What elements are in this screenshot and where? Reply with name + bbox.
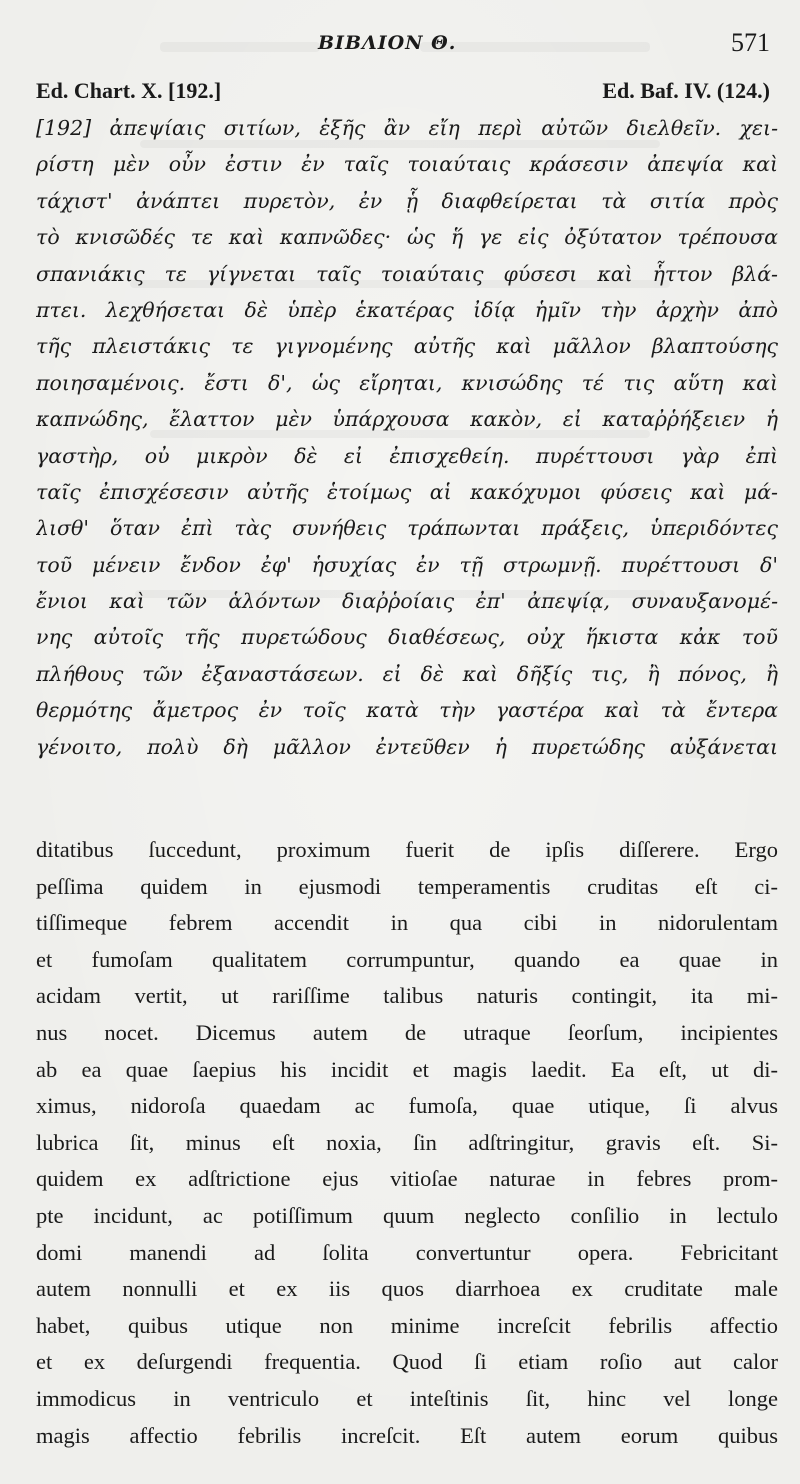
greek-line: τῆς πλειστάκις τε γιγνομένης αὐτῆς καὶ μᾶλλον βλαπτούσης: [36, 334, 778, 359]
greek-line: γένοιτο, πολὺ δὴ μᾶλλον ἐντεῦθεν ἡ πυρετώδης αὐξάνεται: [36, 734, 778, 759]
greek-line: τοῦ μένειν ἔνδον ἐφ' ἡσυχίας ἐν τῇ στρωμνῇ. πυρέττουσι δ': [36, 552, 778, 577]
latin-line: nus nocet. Dicemus autem de utraque ſeorſum, incipientes: [36, 1019, 778, 1045]
latin-line: et ex deſurgendi frequentia. Quod ſi etiam roſio aut calor: [36, 1349, 778, 1375]
greek-line: ταῖς ἐπισχέσεσιν αὐτῆς ἑτοίμως αἱ κακόχυμοι φύσεις καὶ μά-: [36, 479, 778, 504]
greek-line: τάχιστ' ἀνάπτει πυρετὸν, ἐν ᾗ διαφθείρεται τὰ σιτία πρὸς: [36, 188, 778, 213]
latin-line: autem nonnulli et ex iis quos diarrhoea ex cruditate male: [36, 1276, 778, 1302]
latin-line: ximus, nidoroſa quaedam ac fumoſa, quae utique, ſi alvus: [36, 1093, 778, 1119]
greek-line: τὸ κνισῶδές τε καὶ καπνῶδες· ὡς ἥ γε εἰς ὀξύτατον τρέπουσα: [36, 225, 778, 250]
page-header: [0, 28, 800, 68]
greek-line: θερμότης ἄμετρος ἐν τοῖς κατὰ τὴν γαστέρα καὶ τὰ ἔντερα: [36, 698, 778, 723]
greek-line: σπανιάκις τε γίγνεται ταῖς τοιαύταις φύσεσι καὶ ἧττον βλά-: [36, 261, 778, 286]
greek-line: λισθ' ὅταν ἐπὶ τὰς συνήθεις τράπωνται πράξεις, ὑπεριδόντες: [36, 516, 778, 541]
latin-line: pte incidunt, ac potiſſimum quum neglecto conſilio in lectulo: [36, 1202, 778, 1228]
edition-chartier-reference: Ed. Chart. X. [192.]: [36, 78, 222, 103]
greek-line: πτει. λεχθήσεται δὲ ὑπὲρ ἑκατέρας ἰδίᾳ ἡμῖν τὴν ἀρχὴν ἀπὸ: [36, 297, 778, 322]
greek-line: γαστὴρ, οὐ μικρὸν δὲ εἰ ἐπισχεθείη. πυρέττουσι γὰρ ἐπὶ: [36, 443, 778, 468]
edition-reference-row: [36, 78, 770, 106]
greek-line: [192] ἀπεψίαις σιτίων, ἑξῆς ἂν εἴη περὶ αὐτῶν διελθεῖν. χει-: [36, 116, 778, 140]
greek-text-block: [36, 110, 778, 765]
latin-line: lubrica ſit, minus eſt noxia, ſin adſtringitur, gravis eſt. Si-: [36, 1129, 778, 1155]
latin-line: magis affectio febrilis increſcit. Eſt autem eorum quibus: [36, 1422, 778, 1448]
latin-line: ditatibus ſuccedunt, proximum fuerit de ipſis diſſerere. Ergo: [36, 837, 778, 862]
latin-line: immodicus in ventriculo et inteſtinis ſit, hinc vel longe: [36, 1385, 778, 1411]
running-title: ΒΙΒΛΙΟΝ Θ.: [318, 32, 457, 54]
edition-basel-reference: Ed. Baf. IV. (124.): [602, 78, 770, 103]
latin-line: peſſima quidem in ejusmodi temperamentis cruditas eſt ci-: [36, 873, 778, 899]
greek-line: πλήθους τῶν ἐξαναστάσεων. εἰ δὲ καὶ δῆξίς τις, ἢ πόνος, ἢ: [36, 661, 778, 686]
greek-line: καπνώδης, ἔλαττον μὲν ὑπάρχουσα κακὸν, εἰ καταῤῥήξειεν ἡ: [36, 407, 778, 432]
page-number: 571: [731, 28, 770, 57]
latin-text-block: [36, 832, 778, 1454]
latin-line: ab ea quae ſaepius his incidit et magis laedit. Ea eſt, ut di-: [36, 1056, 778, 1082]
greek-line: ἔνιοι καὶ τῶν ἁλόντων διαῤῥοίαις ἐπ' ἀπεψίᾳ, συναυξανομέ-: [36, 589, 778, 614]
greek-line: ποιησαμένοις. ἔστι δ', ὡς εἴρηται, κνισώδης τέ τις αὕτη καὶ: [36, 370, 778, 395]
greek-line: νης αὐτοῖς τῆς πυρετώδους διαθέσεως, οὐχ ἥκιστα κἀκ τοῦ: [36, 625, 778, 650]
latin-line: tiſſimeque febrem accendit in qua cibi in nidorulentam: [36, 910, 778, 936]
latin-line: quidem ex adſtrictione ejus vitioſae naturae in febres prom-: [36, 1166, 778, 1192]
latin-line: et fumoſam qualitatem corrumpuntur, quando ea quae in: [36, 946, 778, 972]
greek-line: ρίστη μὲν οὖν ἐστιν ἐν ταῖς τοιαύταις κράσεσιν ἀπεψία καὶ: [36, 152, 778, 177]
latin-line: domi manendi ad ſolita convertuntur opera. Febricitant: [36, 1239, 778, 1265]
latin-line: acidam vertit, ut rariſſime talibus naturis contingit, ita mi-: [36, 983, 778, 1009]
latin-line: habet, quibus utique non minime increſcit febrilis affectio: [36, 1312, 778, 1338]
